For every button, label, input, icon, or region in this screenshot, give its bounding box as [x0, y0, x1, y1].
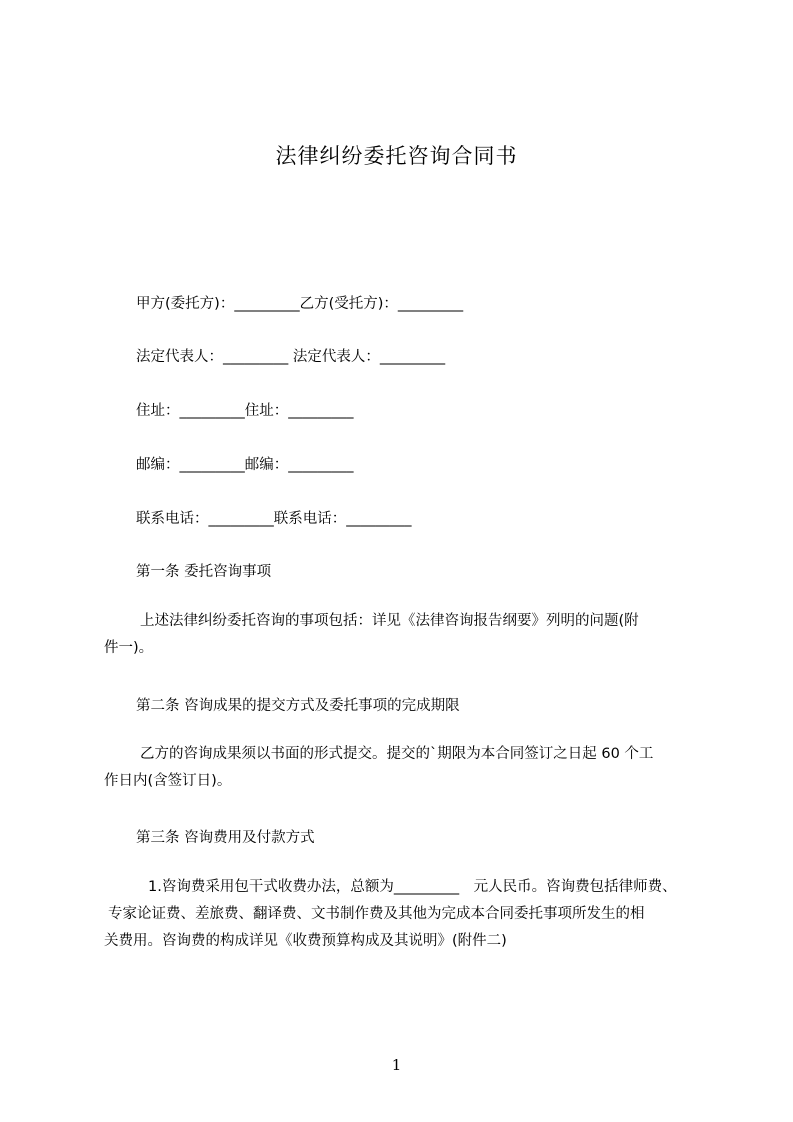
article-3-line-3: 关费用。咨询费的构成详见《收费预算构成及其说明》(附件二): [104, 933, 507, 949]
article-3-line-1: 1.咨询费采用包干式收费办法，总额为_________ 元人民币。咨询费包括律师费、: [148, 879, 677, 895]
article-2-paragraph: [104, 741, 724, 795]
article-2-heading: 第二条 咨询成果的提交方式及委托事项的完成期限: [136, 698, 460, 714]
article-1-line-1: 上述法律纠纷委托咨询的事项包括：详见《法律咨询报告纲要》列明的问题(附: [140, 613, 639, 629]
postal-code-line: 邮编：_________邮编：_________: [136, 457, 354, 473]
party-a-b-line: 甲方(委托方)：_________乙方(受托方)：_________: [136, 296, 464, 312]
legal-representative-line: 法定代表人：_________ 法定代表人：_________: [136, 349, 446, 365]
phone-line: 联系电话：_________联系电话：_________: [136, 511, 412, 527]
address-line: 住址：_________住址：_________: [136, 403, 354, 419]
article-2-line-1: 乙方的咨询成果须以书面的形式提交。提交的`期限为本合同签订之日起 60 个工: [140, 746, 654, 762]
article-3-heading: 第三条 咨询费用及付款方式: [136, 830, 315, 846]
document-title: 法律纠纷委托咨询合同书: [275, 144, 518, 168]
article-1-paragraph: [104, 608, 724, 662]
page-number: 1: [391, 1056, 402, 1074]
article-1-line-2: 件一)。: [104, 640, 154, 656]
article-1-heading: 第一条 委托咨询事项: [136, 564, 272, 580]
article-2-line-2: 作日内(含签订日)。: [104, 773, 232, 789]
article-3-paragraph: [104, 874, 724, 955]
article-3-line-2: 专家论证费、差旅费、翻译费、文书制作费及其他为完成本合同委托事项所发生的相: [108, 906, 645, 922]
